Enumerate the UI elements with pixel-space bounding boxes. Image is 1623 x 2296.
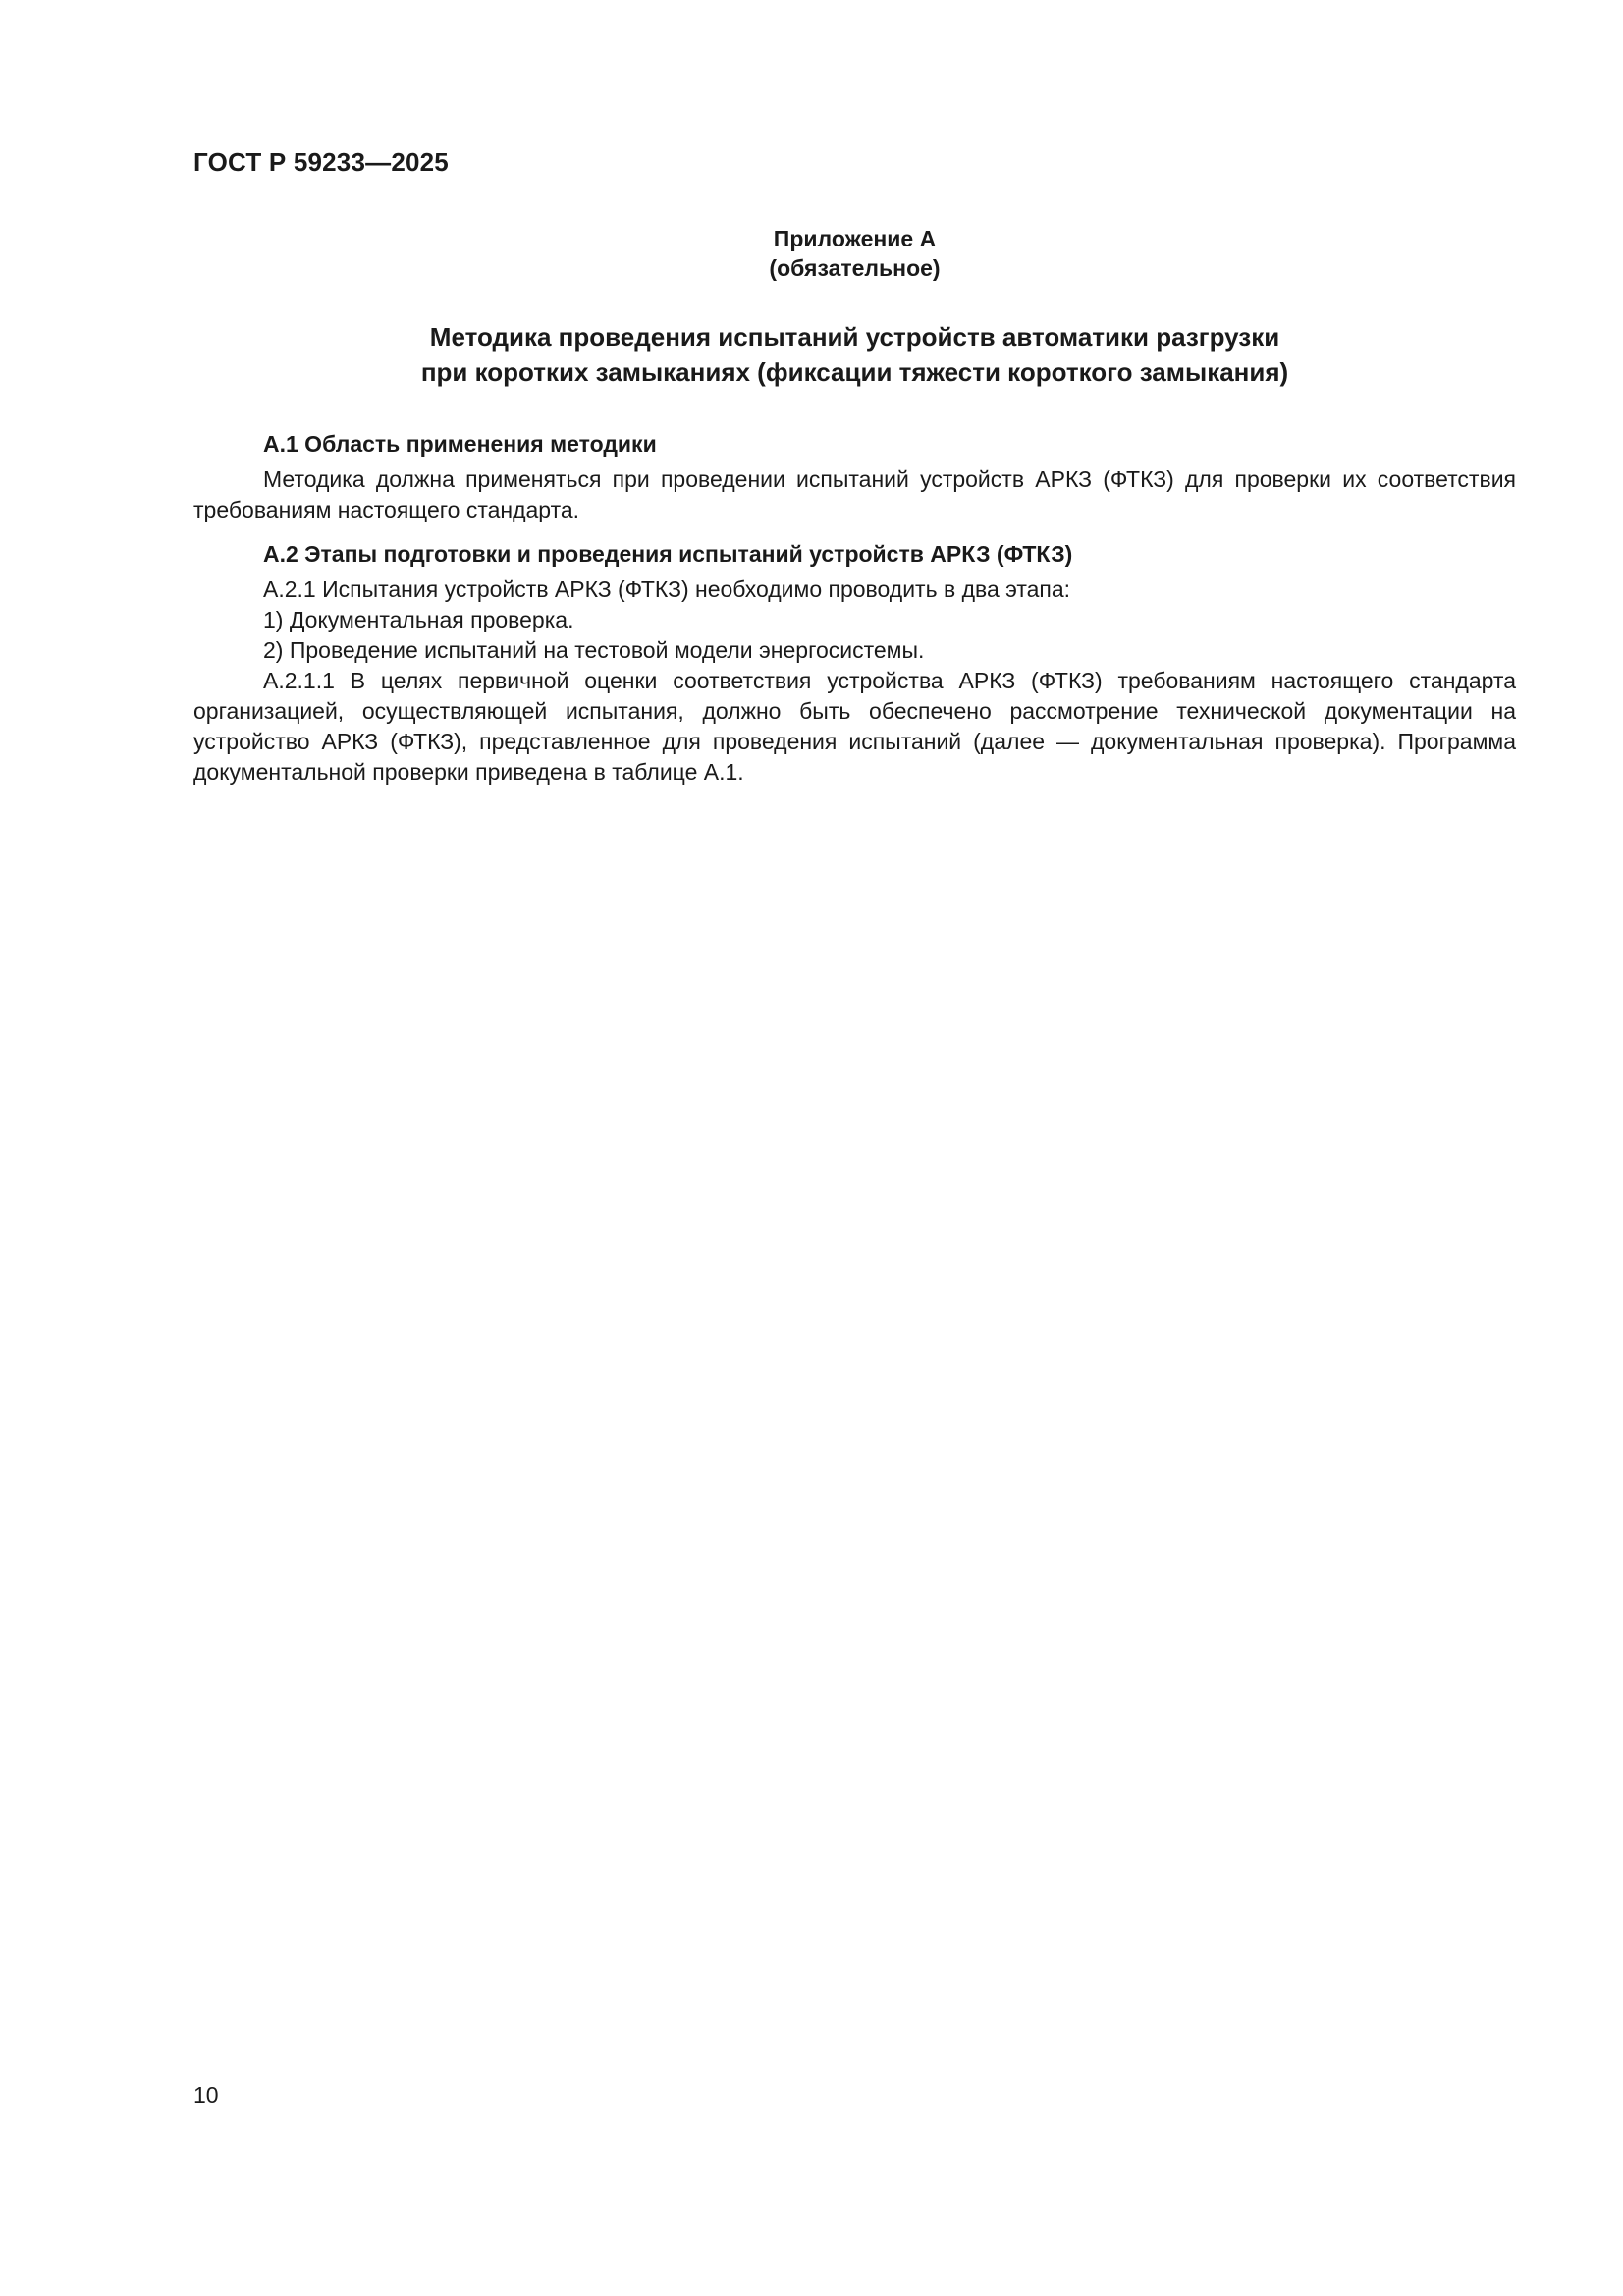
section-a1-heading: А.1 Область применения методики	[263, 431, 657, 457]
page-number: 10	[193, 2082, 219, 2107]
annex-title-line-1: Методика проведения испытаний устройств автоматики разгрузки	[429, 322, 1280, 352]
annex-label: Приложение А	[773, 226, 937, 251]
clause-a211-paragraph: А.2.1.1 В целях первичной оценки соответствия устройства АРКЗ (ФТКЗ) требованиям настоящего стандарта организацией, осуществляющей испытания, должно быть обеспечено рассмотрение технической документации на устройство АРКЗ (ФТКЗ), представленное для проведения испытаний (далее — документальная проверка). Программа документальной проверки приведена в таблице А.1.	[193, 668, 1516, 785]
annex-title-line-2: при коротких замыканиях (фиксации тяжести короткого замыкания)	[420, 357, 1289, 387]
annex-title	[193, 319, 1516, 390]
section-a2-heading: А.2 Этапы подготовки и проведения испытаний устройств АРКЗ (ФТКЗ)	[263, 541, 1073, 567]
section-a1-paragraph: Методика должна применяться при проведении испытаний устройств АРКЗ (ФТКЗ) для проверки их соответствия требованиям настоящего стандарта.	[193, 466, 1516, 522]
annex-status: (обязательное)	[769, 255, 941, 281]
clause-a21-list-item-1: 1) Документальная проверка.	[263, 607, 574, 632]
clause-a21-paragraph: А.2.1 Испытания устройств АРКЗ (ФТКЗ) необходимо проводить в два этапа:	[263, 576, 1071, 602]
document-body	[193, 429, 1516, 788]
annex-heading	[193, 224, 1516, 283]
document-code: ГОСТ Р 59233—2025	[193, 147, 449, 177]
clause-a21-list-item-2: 2) Проведение испытаний на тестовой модели энергосистемы.	[263, 637, 925, 663]
